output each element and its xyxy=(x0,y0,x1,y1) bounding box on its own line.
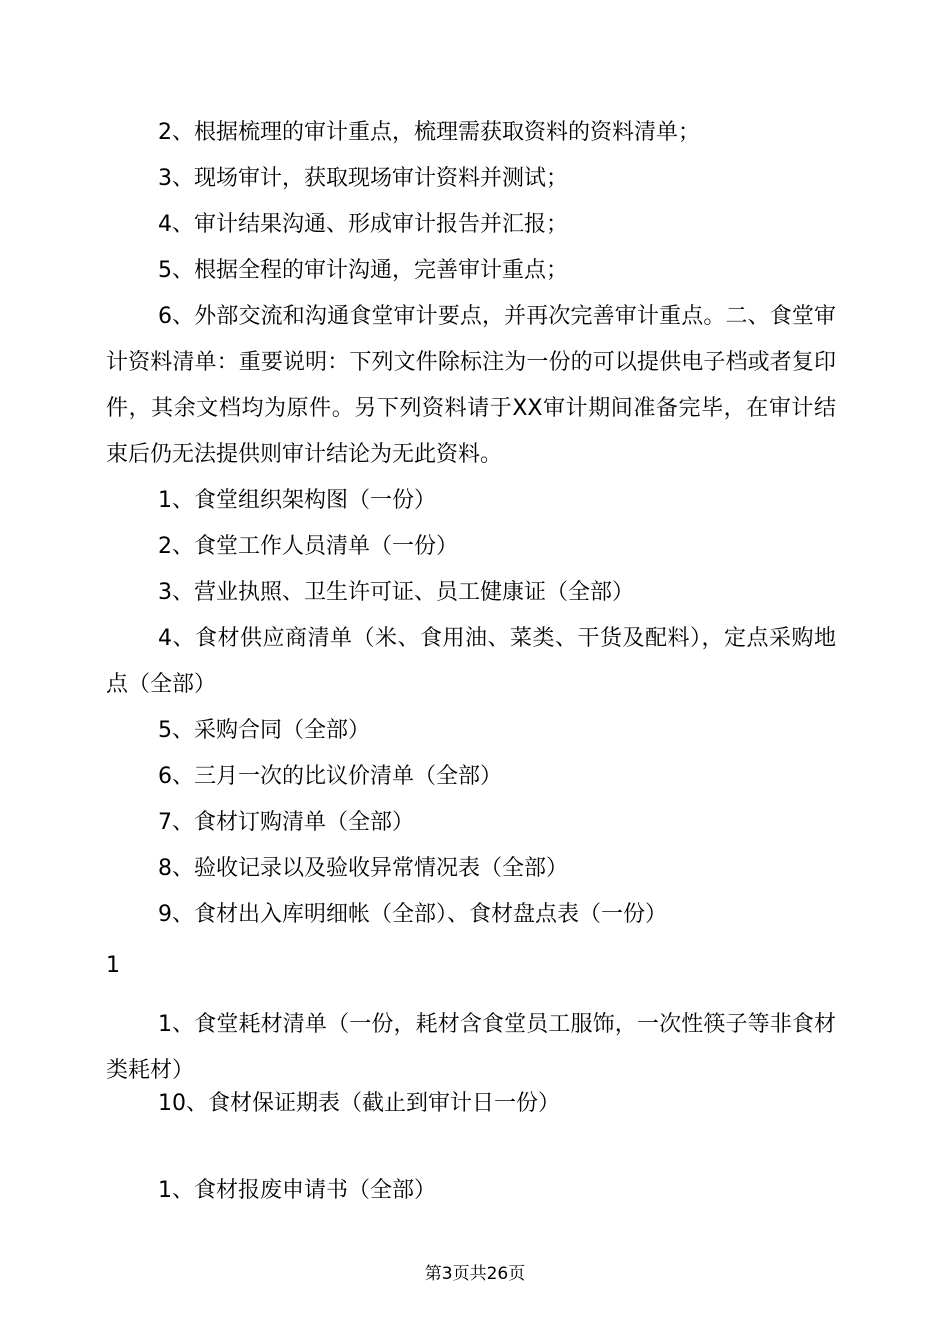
list-item: 7、食材订购清单（全部） xyxy=(158,810,414,835)
list-item: 2、根据梳理的审计重点，梳理需获取资料的资料清单； xyxy=(158,120,700,145)
list-item: 3、现场审计，获取现场审计资料并测试； xyxy=(158,166,568,191)
paragraph-item-6: 6、外部交流和沟通食堂审计要点，并再次完善审计重点。二、食堂审计资料清单：重要说明：下列文件除标注为一份的可以提供电子档或者复印件，其余文档均为原件。另下列资料请于XX审计期间准备完毕，在审计结束后仍无法提供则审计结论为无此资料。 xyxy=(106,304,836,467)
list-item: 5、采购合同（全部） xyxy=(158,718,370,743)
list-item: 1、食材报废申请书（全部） xyxy=(158,1178,436,1203)
list-item: 2、食堂工作人员清单（一份） xyxy=(158,534,458,559)
list-item: 6、三月一次的比议价清单（全部） xyxy=(158,764,502,789)
list-item: 1、食堂组织架构图（一份） xyxy=(158,488,436,513)
page-footer: 第3页共26页 xyxy=(424,1264,526,1284)
list-item: 10、食材保证期表（截止到审计日一份） xyxy=(158,1091,560,1116)
list-item: 3、营业执照、卫生许可证、员工健康证（全部） xyxy=(158,580,634,605)
list-item: 9、食材出入库明细帐（全部）、食材盘点表（一份） xyxy=(158,902,667,927)
page-marker: 1 xyxy=(106,953,120,978)
paragraph-item-4: 4、食材供应商清单（米、食用油、菜类、干货及配料），定点采购地点（全部） xyxy=(106,626,836,697)
list-item: 5、根据全程的审计沟通，完善审计重点； xyxy=(158,258,568,283)
paragraph-consumables: 1、食堂耗材清单（一份，耗材含食堂员工服饰，一次性筷子等非食材类耗材） xyxy=(106,1012,836,1083)
list-item: 8、验收记录以及验收异常情况表（全部） xyxy=(158,856,568,881)
list-item: 4、审计结果沟通、形成审计报告并汇报； xyxy=(158,212,568,237)
